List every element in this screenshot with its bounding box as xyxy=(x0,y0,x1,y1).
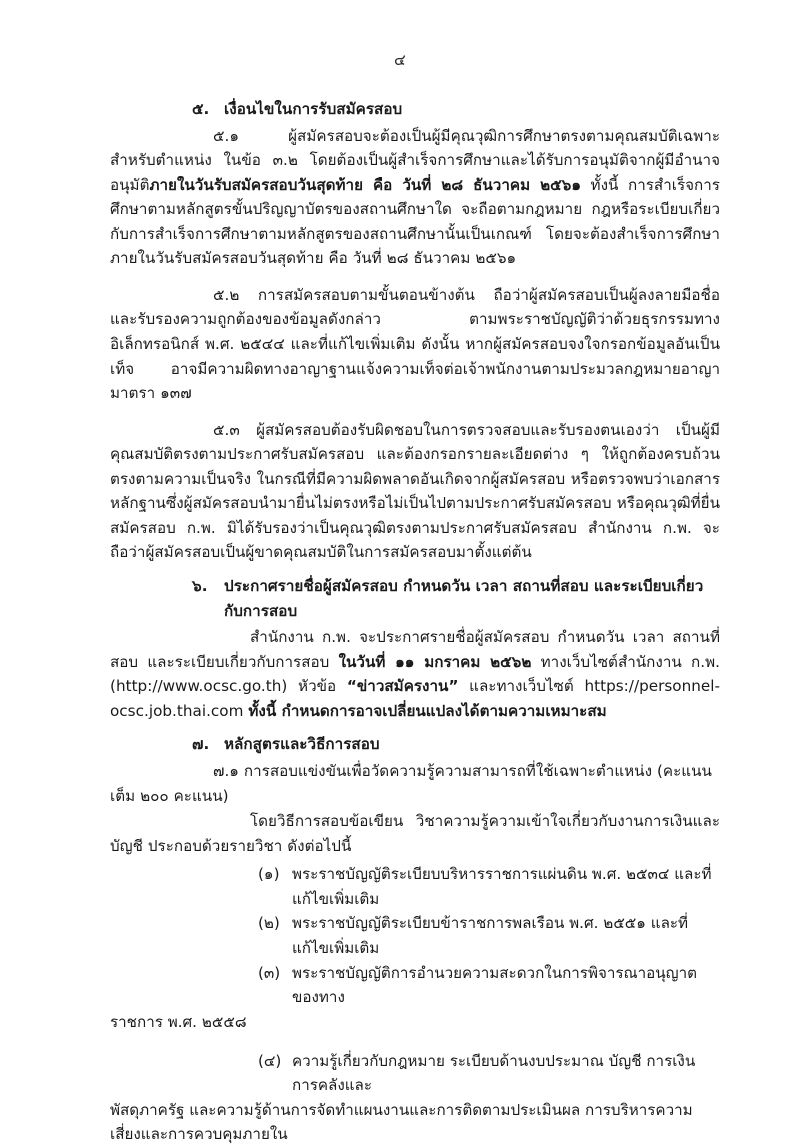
list-item-marker: (๓) xyxy=(258,963,281,982)
list-item xyxy=(110,1049,720,1098)
section-6-title: ประกาศรายชื่อผู้สมัครสอบ กำหนดวัน เวลา สถานที่สอบ และระเบียบเกี่ยวกับการสอบ xyxy=(224,576,704,620)
list-item xyxy=(110,961,720,1010)
list-item-marker: (๒) xyxy=(258,914,280,933)
section-7-paragraph-1: ๗.๑ การสอบแข่งขันเพื่อวัดความรู้ความสามารถที่ใช้เฉพาะตำแหน่ง (คะแนนเต็ม ๒๐๐ คะแนน) xyxy=(110,761,712,805)
section-6-paragraph-1 xyxy=(110,625,720,723)
s6-p1-part-a: สำนักงาน ก.พ. จะประกาศรายชื่อผู้สมัครสอบ กำหนดวัน เวลา สถานที่สอบ และระเบียบเกี่ยวกับการสอบ xyxy=(110,628,720,671)
list-spacer xyxy=(110,1035,720,1049)
list-item-marker: (๑) xyxy=(258,865,280,884)
section-5-paragraph-1 xyxy=(110,124,720,271)
s6-p1-note-bold: ทั้งนี้ กำหนดการอาจเปลี่ยนแปลงได้ตามความเหมาะสม xyxy=(248,701,607,720)
section-5-title: เงื่อนไขในการรับสมัครสอบ xyxy=(224,100,403,118)
list-item-continuation: พัสดุภาครัฐ และความรู้ด้านการจัดทำแผนงานและการติดตามประเมินผล การบริหารความเสี่ยงและการควบคุมภายใน xyxy=(110,1100,693,1144)
section-7-number: ๗. xyxy=(192,735,210,754)
document-body xyxy=(110,88,720,1147)
list-item-marker: (๔) xyxy=(258,1051,282,1070)
s5-p1-part-c: ทั้งนี้ การสำเร็จการศึกษาตามหลักสูตรขั้นปริญญาบัตรของสถานศึกษาใด จะถือตามกฎหมาย กฎหรือระเบียบเกี่ยวกับการสำเร็จการศึกษาตามหลักสูตรของสถานศึกษานั้นเป็นเกณฑ์ โดยจะต้องสำเร็จการศึกษาภายในวันรับสมัครสอบวันสุดท้าย คือ วันที่ ๒๘ ธันวาคม ๒๕๖๑ xyxy=(110,175,720,268)
s6-p1-news-topic-bold: “ข่าวสมัครงาน” xyxy=(346,677,459,696)
section-7-heading xyxy=(110,732,720,757)
list-item-label: พระราชบัญญัติระเบียบบริหารราชการแผ่นดิน พ.ศ. ๒๕๓๔ และที่แก้ไขเพิ่มเติม xyxy=(292,865,712,908)
section-5-paragraph-3: ๕.๓ ผู้สมัครสอบต้องรับผิดชอบในการตรวจสอบและรับรองตนเองว่า เป็นผู้มีคุณสมบัติตรงตามประกาศรับสมัครสอบ และต้องกรอกรายละเอียดต่าง ๆ ให้ถูกต้องครบถ้วนตรงตามความเป็นจริง ในกรณีที่มีความผิดพลาดอันเกิดจากผู้สมัครสอบ หรือตรวจพบว่าเอกสารหลักฐานซึ่งผู้สมัครสอบนำมายื่นไม่ตรงหรือไม่เป็นไปตามประกาศรับสมัครสอบ หรือคุณวุฒิที่ยื่นสมัครสอบ ก.พ. มิได้รับรองว่าเป็นคุณวุฒิตรงตามประกาศรับสมัครสอบ สำนักงาน ก.พ. จะถือว่าผู้สมัครสอบเป็นผู้ขาดคุณสมบัติในการสมัครสอบมาตั้งแต่ต้น xyxy=(110,420,720,562)
section-7-subject-list xyxy=(110,862,720,1147)
section-7-title: หลักสูตรและวิธีการสอบ xyxy=(224,735,380,754)
section-6-number: ๖. xyxy=(192,576,208,595)
section-7-paragraph-2: โดยวิธีการสอบข้อเขียน วิชาความรู้ความเข้าใจเกี่ยวกับงานการเงินและบัญชี ประกอบด้วยรายวิชา ดังต่อไปนี้ xyxy=(110,812,720,855)
list-item xyxy=(110,862,720,911)
list-item-label: พระราชบัญญัติระเบียบข้าราชการพลเรือน พ.ศ. ๒๕๕๑ และที่แก้ไขเพิ่มเติม xyxy=(292,914,689,958)
section-5-heading xyxy=(110,97,720,122)
page-number: ๔ xyxy=(394,51,406,69)
s6-p1-date-bold: ในวันที่ ๑๑ มกราคม ๒๕๖๒ xyxy=(338,652,532,671)
list-item-label: ความรู้เกี่ยวกับกฎหมาย ระเบียบด้านงบประมาณ บัญชี การเงินการคลังและ xyxy=(292,1051,696,1095)
s5-p1-part-b-bold: ภายในวันรับสมัครสอบวันสุดท้าย คือ วันที่ ๒๘ ธันวาคม ๒๕๖๑ xyxy=(149,175,581,194)
section-6-heading xyxy=(110,574,720,623)
list-item-continuation: ราชการ พ.ศ. ๒๕๕๘ xyxy=(110,1012,247,1031)
list-item-label: พระราชบัญญัติการอำนวยความสะดวกในการพิจารณาอนุญาตของทาง xyxy=(292,963,698,1007)
s6-p1-part-e: และทางเว็บไซต์ xyxy=(458,677,585,696)
section-5-paragraph-2: ๕.๒ การสมัครสอบตามขั้นตอนข้างต้น ถือว่าผู้สมัครสอบเป็นผู้ลงลายมือชื่อ และรับรองความถูกต้องของข้อมูลดังกล่าว ตามพระราชบัญญัติว่าด้วยธุรกรรมทางอิเล็กทรอนิกส์ พ.ศ. ๒๕๔๔ และที่แก้ไขเพิ่มเติม ดังนั้น หากผู้สมัครสอบจงใจกรอกข้อมูลอันเป็นเท็จ อาจมีความผิดทางอาญาฐานแจ้งความเท็จต่อเจ้าพนักงานตามประมวลกฎหมายอาญา มาตรา ๑๓๗ xyxy=(110,285,720,403)
section-5-number: ๕. xyxy=(192,100,210,118)
s5-p1-part-a: ๕.๑ ผู้สมัครสอบจะต้องเป็นผู้มีคุณวุฒิการศึกษาตรงตามคุณสมบัติเฉพาะสำหรับตำแหน่ง ในข้อ ๓.๒ โดยต้องเป็นผู้สำเร็จการศึกษาและได้รับการอนุมัติจากผู้มีอำนาจอนุมัติ xyxy=(110,126,720,194)
s6-p1-ocsc-website: ทางเว็บไซต์สำนักงาน ก.พ. (http://www.ocsc.go.th) หัวข้อ xyxy=(110,652,720,696)
s6-p1-personnel-website-url: https://personnel-ocsc.job.thai.com xyxy=(110,677,721,720)
list-item xyxy=(110,911,720,960)
